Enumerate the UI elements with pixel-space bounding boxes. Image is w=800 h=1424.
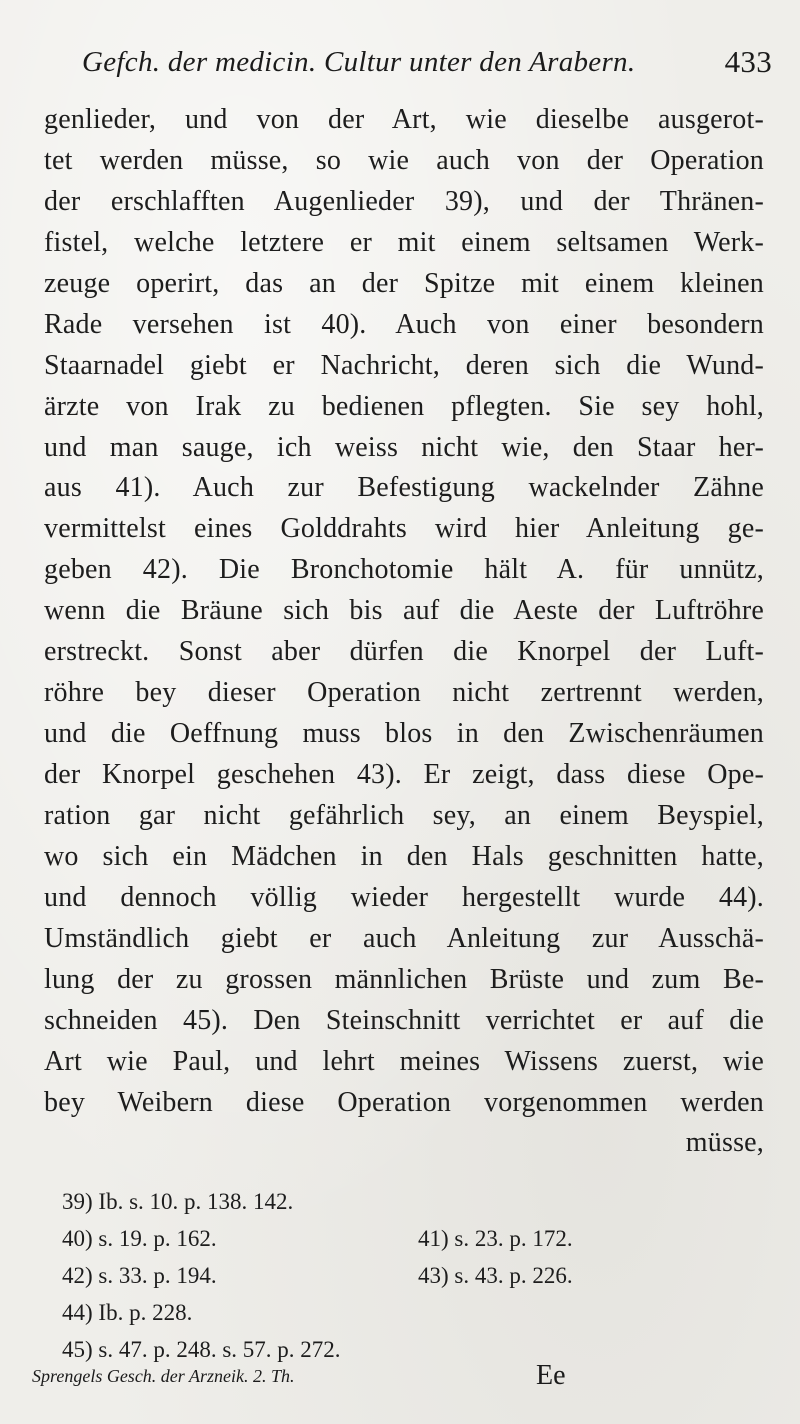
footnote-row xyxy=(62,1257,662,1294)
text-line: Rade versehen ist 40). Auch von einer besondern xyxy=(44,308,764,340)
text-line: vermittelst eines Golddrahts wird hier Anleitung ge- xyxy=(44,513,764,545)
text-line: ärzte von Irak zu bedienen pflegten. Sie sey hohl, xyxy=(44,390,764,422)
footnotes xyxy=(62,1183,662,1368)
text-line: und die Oeffnung muss blos in den Zwischenräumen xyxy=(44,718,764,750)
body-text xyxy=(44,100,764,1164)
text-line: und dennoch völlig wieder hergestellt wurde 44). xyxy=(44,881,764,913)
text-line: der Knorpel geschehen 43). Er zeigt, dass diese Ope- xyxy=(44,759,764,790)
footnote-40: 40) s. 19. p. 162. xyxy=(62,1226,217,1251)
text-line: Staarnadel giebt er Nachricht, deren sich die Wund- xyxy=(44,349,764,381)
text-line: der erschlafften Augenlieder 39), und der Thränen- xyxy=(44,185,764,217)
text-line: geben 42). Die Bronchotomie hält A. für unnütz, xyxy=(44,554,764,586)
printer-signature: Sprengels Gesch. der Arzneik. 2. Th. xyxy=(32,1366,295,1386)
text-line-catchword: müsse, xyxy=(685,1127,764,1159)
text-line: wenn die Bräune sich bis auf die Aeste der Luftröhre xyxy=(44,595,764,627)
text-line: Art wie Paul, und lehrt meines Wissens zuerst, wie xyxy=(44,1045,764,1077)
text-line: ration gar nicht gefährlich sey, an einem Beyspiel, xyxy=(44,799,764,831)
text-line: und man sauge, ich weiss nicht wie, den Staar her- xyxy=(44,431,764,463)
text-line: schneiden 45). Den Steinschnitt verrichtet er auf die xyxy=(44,1004,764,1036)
footnote-45: 45) s. 47. p. 248. s. 57. p. 272. xyxy=(62,1337,341,1362)
text-line: wo sich ein Mädchen in den Hals geschnitten hatte, xyxy=(44,840,764,872)
text-line: genlieder, und von der Art, wie dieselbe ausgerot- xyxy=(44,104,764,135)
text-line: röhre bey dieser Operation nicht zertrennt werden, xyxy=(44,677,764,709)
footnote-row xyxy=(62,1294,662,1331)
sheet-mark: Ee xyxy=(536,1360,566,1391)
footnote-43: 43) s. 43. p. 226. xyxy=(418,1263,573,1288)
text-line: Umständlich giebt er auch Anleitung zur Ausschä- xyxy=(44,922,764,954)
footnote-row xyxy=(62,1183,662,1220)
footnote-39: 39) Ib. s. 10. p. 138. 142. xyxy=(62,1189,294,1214)
page-number: 433 xyxy=(724,44,772,79)
text-line: fistel, welche letztere er mit einem seltsamen Werk- xyxy=(44,226,764,258)
running-head xyxy=(82,38,772,86)
footnote-44: 44) Ib. p. 228. xyxy=(62,1300,193,1325)
text-line: aus 41). Auch zur Befestigung wackelnder Zähne xyxy=(44,472,764,504)
footnote-row xyxy=(62,1220,662,1257)
footnote-42: 42) s. 33. p. 194. xyxy=(62,1263,217,1288)
footnote-41: 41) s. 23. p. 172. xyxy=(418,1226,573,1251)
text-line: lung der zu grossen männlichen Brüste und zum Be- xyxy=(44,963,764,995)
running-title: Gefch. der medicin. Cultur unter den Arabern. xyxy=(82,46,636,78)
text-line: bey Weibern diese Operation vorgenommen werden xyxy=(44,1086,764,1118)
text-line: zeuge operirt, das an der Spitze mit einem kleinen xyxy=(44,267,764,299)
text-line: erstreckt. Sonst aber dürfen die Knorpel der Luft- xyxy=(44,636,764,668)
text-line: tet werden müsse, so wie auch von der Operation xyxy=(44,144,764,176)
